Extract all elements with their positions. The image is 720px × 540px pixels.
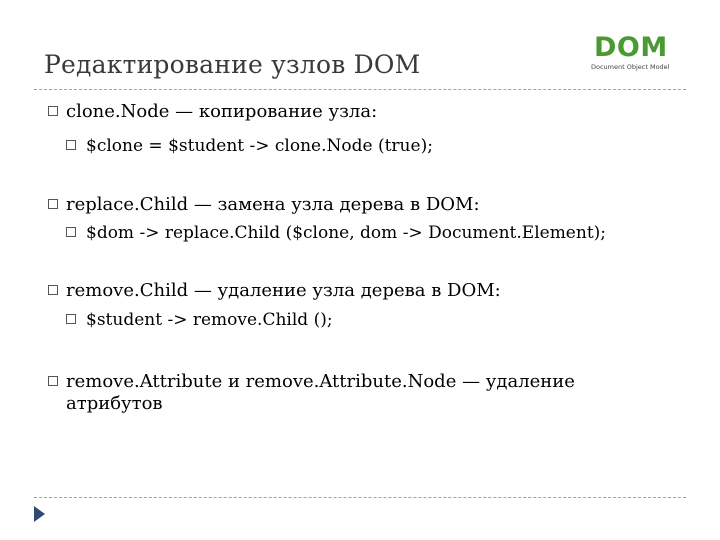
sub-bullet-replace-code <box>66 222 686 244</box>
sub-bullet-text: $clone = $student -> clone.Node (true); <box>86 136 433 156</box>
next-slide-arrow-icon[interactable] <box>34 506 45 522</box>
bullet-replace-child <box>44 194 664 216</box>
sub-bullet-clone-code <box>66 135 686 157</box>
bullet-text: replace.Child — замена узла дерева в DOM: <box>66 194 480 215</box>
title-divider <box>34 89 686 90</box>
bullet-square-icon <box>66 140 76 150</box>
bullet-text: remove.Attribute и remove.Attribute.Node — удаление атрибутов <box>66 371 575 414</box>
bullet-square-icon <box>48 285 58 295</box>
bullet-text: remove.Child — удаление узла дерева в DOM: <box>66 280 501 301</box>
bullet-remove-child <box>44 280 664 302</box>
bullet-square-icon <box>48 106 58 116</box>
sub-bullet-remove-code <box>66 309 686 331</box>
dom-logo-subtitle: Document Object Model <box>591 63 670 71</box>
footer-divider <box>34 497 686 498</box>
bullet-text: clone.Node — копирование узла: <box>66 101 378 122</box>
bullet-square-icon <box>48 199 58 209</box>
bullet-remove-attribute <box>44 371 604 415</box>
sub-bullet-text: $student -> remove.Child (); <box>86 310 333 330</box>
bullet-clone-node <box>44 101 664 123</box>
dom-logo <box>588 33 684 77</box>
bullet-square-icon <box>66 314 76 324</box>
sub-bullet-text: $dom -> replace.Child ($clone, dom -> Document.Element); <box>86 223 607 243</box>
dom-logo-text: DOM <box>594 32 668 63</box>
bullet-square-icon <box>48 376 58 386</box>
slide-title: Редактирование узлов DOM <box>44 50 421 79</box>
bullet-square-icon <box>66 227 76 237</box>
